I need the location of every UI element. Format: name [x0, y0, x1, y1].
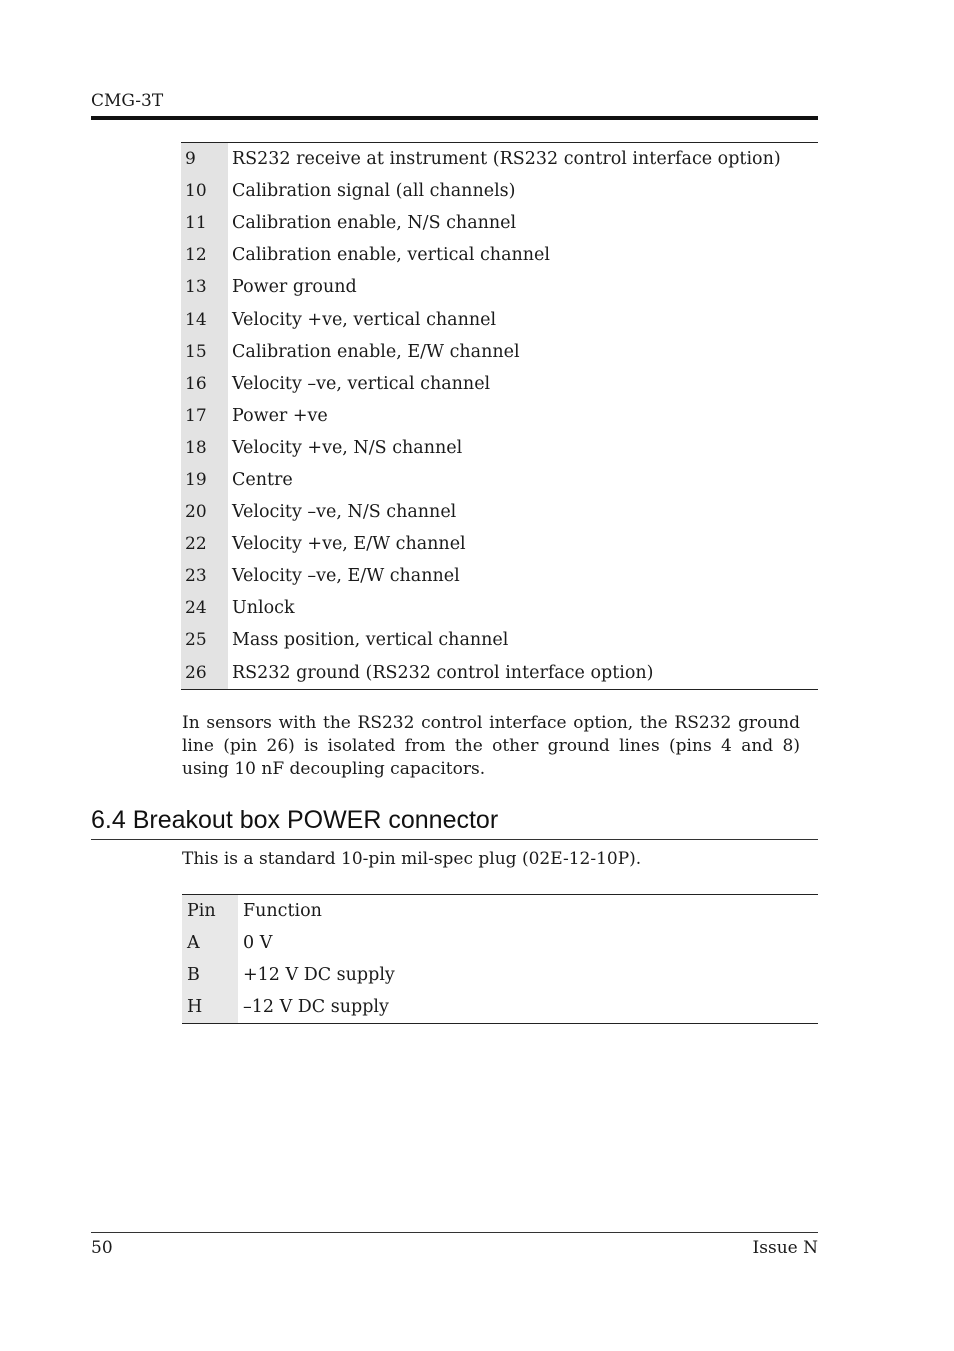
- power-function: 0 V: [243, 933, 273, 953]
- pin-number: 25: [181, 624, 228, 656]
- table-row: [182, 991, 818, 1023]
- pin-description: Calibration enable, N/S channel: [232, 213, 517, 234]
- pin-description: Velocity +ve, vertical channel: [232, 309, 497, 330]
- power-pin: H: [182, 991, 238, 1023]
- pin-number: 10: [181, 175, 228, 207]
- pin-description: Velocity +ve, E/W channel: [232, 534, 466, 555]
- table-row: [181, 624, 818, 656]
- power-pin: B: [182, 959, 238, 991]
- pin-description: Calibration enable, vertical channel: [232, 245, 550, 266]
- section-rule: [91, 839, 818, 840]
- table-row: [182, 959, 818, 991]
- pin-description: Velocity –ve, E/W channel: [232, 566, 460, 587]
- pin-number: 24: [181, 592, 228, 624]
- running-header: CMG-3T: [91, 91, 164, 111]
- table-row: [181, 592, 818, 624]
- pin-number: 11: [181, 207, 228, 239]
- pin-number: 18: [181, 432, 228, 464]
- pin-function-table: [181, 142, 818, 690]
- power-function: +12 V DC supply: [243, 965, 395, 985]
- pin-number: 20: [181, 496, 228, 528]
- pin-number: 12: [181, 239, 228, 271]
- table-row: [181, 432, 818, 464]
- pin-description: Centre: [232, 469, 293, 490]
- power-connector-table: [182, 894, 818, 1024]
- table-row: [181, 368, 818, 400]
- table-row: [181, 239, 818, 271]
- page-number: 50: [91, 1238, 113, 1258]
- pin-description: RS232 ground (RS232 control interface option): [232, 662, 654, 683]
- table-row: [181, 271, 818, 303]
- table-row: [181, 303, 818, 335]
- rs232-note-paragraph: In sensors with the RS232 control interface option, the RS232 ground line (pin 26) is isolated from the other ground lines (pins 4 and 8) using 10 nF decoupling capacitors.: [182, 713, 800, 779]
- pin-description: Calibration enable, E/W channel: [232, 341, 520, 362]
- table-row: [181, 336, 818, 368]
- header-rule: [91, 116, 818, 120]
- table-row: [181, 657, 818, 689]
- pin-number: 17: [181, 400, 228, 432]
- table-row: [181, 143, 818, 175]
- footer-rule: [91, 1232, 818, 1233]
- table-header-row: [182, 895, 818, 927]
- pin-description: Power ground: [232, 277, 357, 298]
- table-row: [181, 560, 818, 592]
- pin-number: 15: [181, 336, 228, 368]
- pin-description: Velocity –ve, N/S channel: [232, 502, 457, 523]
- table-row: [181, 175, 818, 207]
- table-row: [181, 528, 818, 560]
- pin-number: 16: [181, 368, 228, 400]
- pin-description: Mass position, vertical channel: [232, 630, 509, 651]
- pin-number: 13: [181, 271, 228, 303]
- pin-number: 22: [181, 528, 228, 560]
- pin-number: 9: [181, 143, 228, 175]
- pin-description: Velocity –ve, vertical channel: [232, 373, 491, 394]
- section-intro: This is a standard 10-pin mil-spec plug (02E-12-10P).: [182, 849, 642, 869]
- header-pin: Pin: [182, 895, 238, 927]
- table-row: [181, 400, 818, 432]
- pin-description: Power +ve: [232, 405, 328, 426]
- power-pin: A: [182, 927, 238, 959]
- issue-label: Issue N: [752, 1238, 818, 1258]
- pin-description: Calibration signal (all channels): [232, 181, 516, 202]
- power-function: –12 V DC supply: [243, 997, 389, 1017]
- pin-description: Unlock: [232, 598, 295, 619]
- pin-number: 26: [181, 657, 228, 689]
- header-function: Function: [243, 901, 322, 921]
- table-row: [181, 207, 818, 239]
- pin-number: 23: [181, 560, 228, 592]
- pin-number: 14: [181, 303, 228, 335]
- section-heading: 6.4 Breakout box POWER connector: [91, 806, 499, 834]
- table-row: [181, 496, 818, 528]
- pin-description: Velocity +ve, N/S channel: [232, 437, 463, 458]
- pin-description: RS232 receive at instrument (RS232 control interface option): [232, 149, 781, 170]
- table-row: [182, 927, 818, 959]
- table-row: [181, 464, 818, 496]
- pin-number: 19: [181, 464, 228, 496]
